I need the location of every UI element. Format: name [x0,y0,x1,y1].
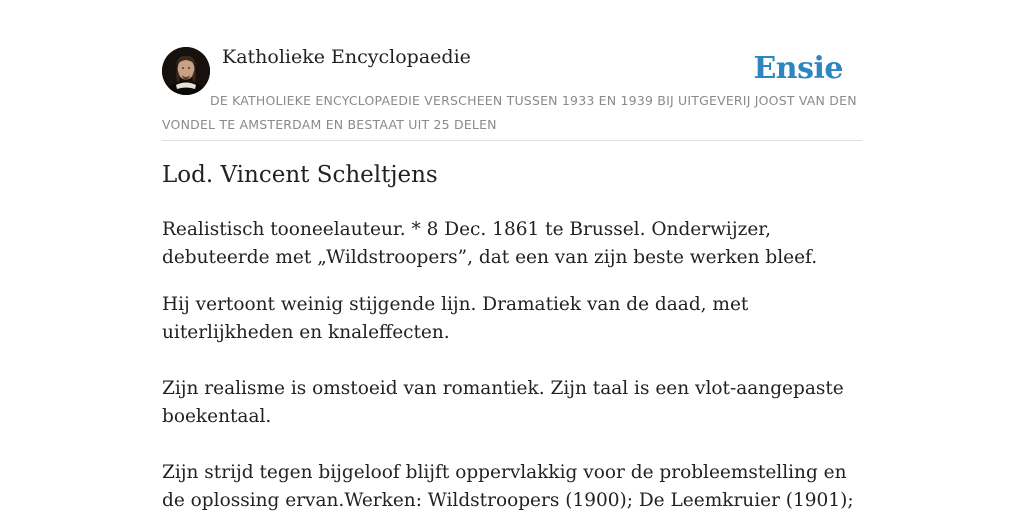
site-header [162,0,862,141]
article-paragraph: Zijn realisme is omstoeid van romantiek. Zijn taal is een vlot-aangepaste boekentaal. [162,378,844,427]
page [162,0,862,511]
article-title: Lod. Vincent Scheltjens [162,162,438,188]
portrait-avatar-icon[interactable] [162,47,210,95]
article-paragraph: Realistisch tooneelauteur. * 8 Dec. 1861 te Brussel. Onderwijzer, debuteerde met „Wildstroopers”, dat een van zijn beste werken bleef. [162,219,818,268]
article-paragraph: Hij vertoont weinig stijgende lijn. Dramatiek van de daad, met uiterlijkheden en knaleffecten. [162,294,749,343]
site-title[interactable]: Katholieke Encyclopaedie [222,46,471,68]
article-paragraph: Zijn strijd tegen bijgeloof blijft oppervlakkig voor de probleemstelling en de oplossing ervan.Werken: Wildstroopers (1900); De Leemkruier (1901); [162,462,854,511]
article-body [162,216,862,512]
site-tagline: DE KATHOLIEKE ENCYCLOPAEDIE VERSCHEEN TUSSEN 1933 EN 1939 BIJ UITGEVERIJ JOOST VAN DEN VONDEL TE AMSTERDAM EN BESTAAT UIT 25 DELEN [162,93,857,132]
portrait-avatar-graphic [162,47,210,95]
ensie-logo[interactable]: Ensie [753,51,843,86]
